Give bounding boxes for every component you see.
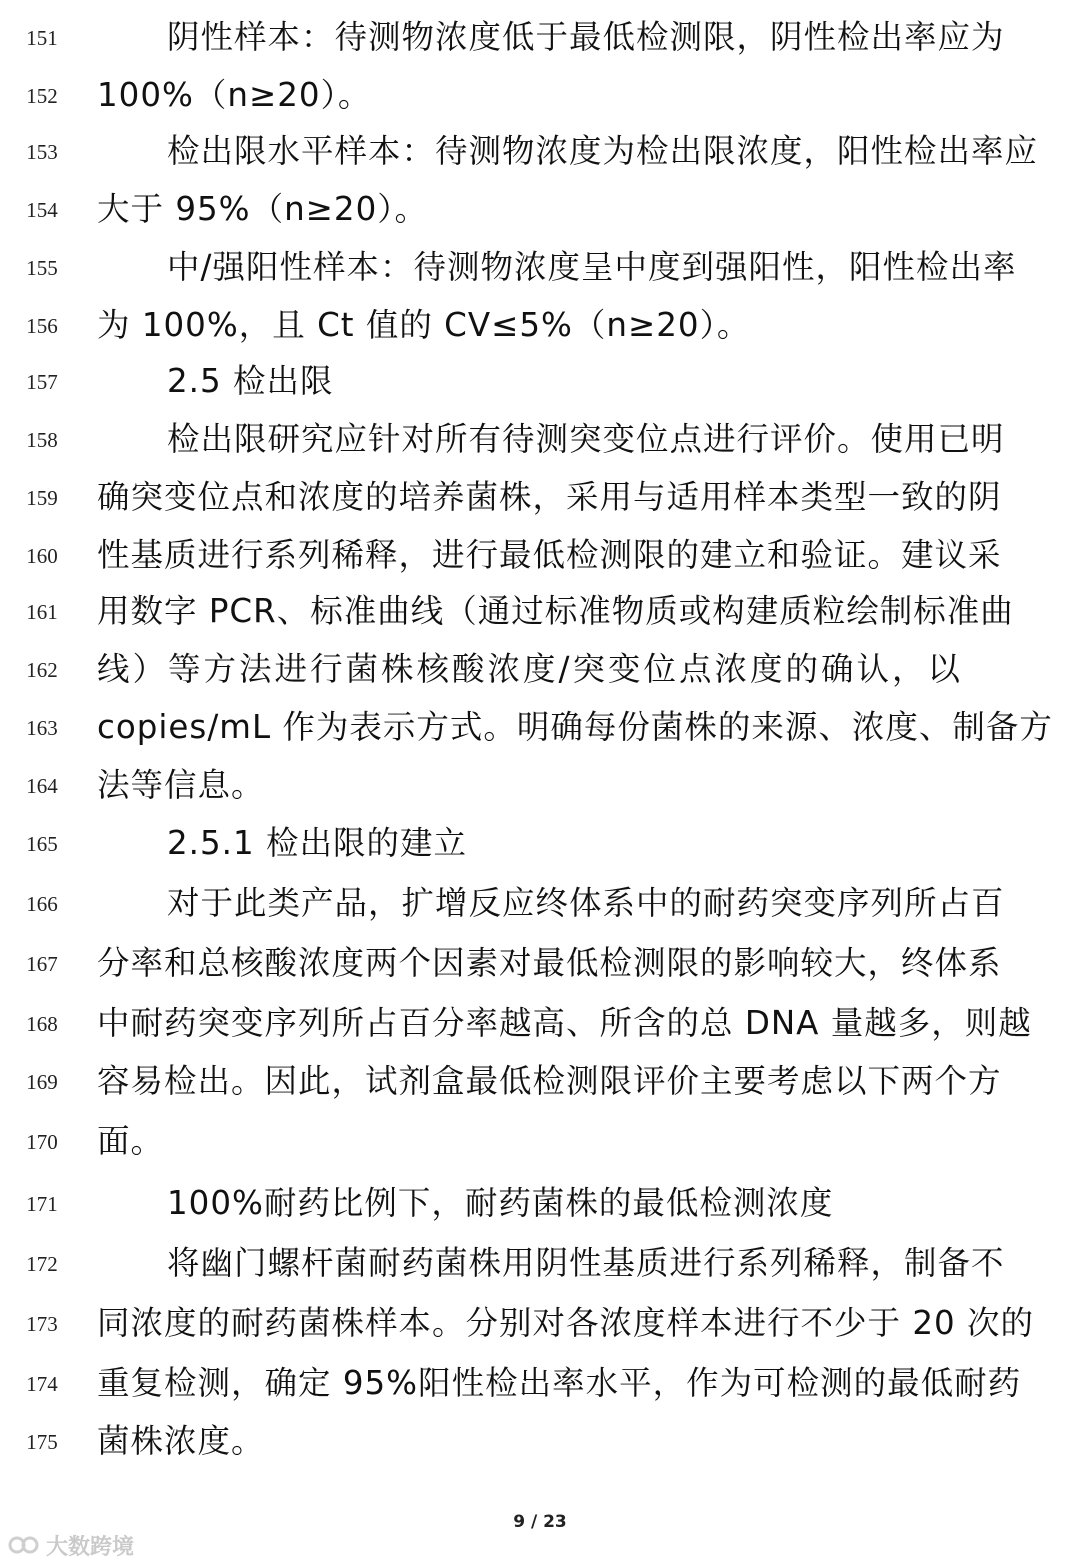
- text-line: [0, 932, 1080, 990]
- text-line: [0, 294, 1080, 352]
- line-number: 175: [26, 1430, 58, 1454]
- line-text: 对于此类产品，扩增反应终体系中的耐药突变序列所占百: [167, 884, 1005, 922]
- watermark: [8, 1530, 134, 1560]
- line-text: 检出限水平样本：待测物浓度为检出限浓度，阳性检出率应: [167, 132, 1039, 170]
- page-number: 9 / 23: [513, 1512, 567, 1532]
- line-text: 将幽门螺杆菌耐药菌株用阴性基质进行系列稀释，制备不: [167, 1244, 1005, 1282]
- watermark-text: 大数跨境: [46, 1534, 135, 1560]
- line-text: 面。: [97, 1122, 165, 1160]
- text-line: [0, 6, 1080, 64]
- line-number: 156: [26, 314, 58, 338]
- line-text: 大于 95%（n≥20）。: [97, 190, 429, 228]
- text-line: [0, 812, 1080, 870]
- line-number: 161: [26, 600, 58, 624]
- line-text: 检出限研究应针对所有待测突变位点进行评价。使用已明: [167, 420, 1005, 458]
- line-number: 165: [26, 832, 58, 856]
- line-number: 154: [26, 198, 58, 222]
- text-line: [0, 120, 1080, 178]
- text-line: [0, 872, 1080, 930]
- line-text: 100%耐药比例下，耐药菌株的最低检测浓度: [167, 1184, 834, 1222]
- line-number: 164: [26, 774, 58, 798]
- line-text: copies/mL 作为表示方式。明确每份菌株的来源、浓度、制备方: [97, 708, 1053, 746]
- text-line: [0, 466, 1080, 524]
- line-text: 重复检测，确定 95%阳性检出率水平，作为可检测的最低耐药: [97, 1364, 1022, 1402]
- line-text: 菌株浓度。: [97, 1422, 265, 1460]
- line-number: 167: [26, 952, 58, 976]
- line-number: 151: [26, 26, 58, 50]
- text-line: [0, 638, 1080, 696]
- line-text: 用数字 PCR、标准曲线（通过标准物质或构建质粒绘制标准曲: [97, 592, 1014, 630]
- text-line: [0, 1110, 1080, 1168]
- text-line: [0, 524, 1080, 582]
- text-line: [0, 754, 1080, 812]
- line-number: 153: [26, 140, 58, 164]
- line-text: 100%（n≥20）。: [97, 76, 372, 114]
- text-line: [0, 696, 1080, 754]
- line-text: 性基质进行系列稀释，进行最低检测限的建立和验证。建议采: [97, 536, 1002, 574]
- line-number: 157: [26, 370, 58, 394]
- line-number: 172: [26, 1252, 58, 1276]
- line-number: 173: [26, 1312, 58, 1336]
- line-text: 线）等方法进行菌株核酸浓度/突变位点浓度的确认，以: [97, 650, 963, 688]
- line-number: 174: [26, 1372, 58, 1396]
- line-number: 170: [26, 1130, 58, 1154]
- text-line: [0, 178, 1080, 236]
- line-number: 155: [26, 256, 58, 280]
- line-number: 166: [26, 892, 58, 916]
- line-number: 162: [26, 658, 58, 682]
- text-line: [0, 1172, 1080, 1230]
- text-line: [0, 236, 1080, 294]
- text-line: [0, 1292, 1080, 1350]
- line-number: 163: [26, 716, 58, 740]
- text-line: [0, 1050, 1080, 1108]
- line-text: 法等信息。: [97, 766, 265, 804]
- line-number: 160: [26, 544, 58, 568]
- text-line: [0, 64, 1080, 122]
- line-text: 为 100%，且 Ct 值的 CV≤5%（n≥20）。: [97, 306, 751, 344]
- line-text: 2.5 检出限: [167, 362, 334, 400]
- line-number: 171: [26, 1192, 58, 1216]
- text-line: [0, 1410, 1080, 1468]
- line-text: 分率和总核酸浓度两个因素对最低检测限的影响较大，终体系: [97, 944, 1002, 982]
- watermark-logo-icon: [8, 1534, 42, 1556]
- line-text: 中/强阳性样本：待测物浓度呈中度到强阳性，阳性检出率: [167, 248, 1017, 286]
- text-line: [0, 408, 1080, 466]
- line-text: 同浓度的耐药菌株样本。分别对各浓度样本进行不少于 20 次的: [97, 1304, 1035, 1342]
- text-line: [0, 350, 1080, 408]
- text-line: [0, 992, 1080, 1050]
- line-text: 中耐药突变序列所占百分率越高、所含的总 DNA 量越多，则越: [97, 1004, 1032, 1042]
- text-line: [0, 1352, 1080, 1410]
- line-text: 确突变位点和浓度的培养菌株，采用与适用样本类型一致的阴: [97, 478, 1002, 516]
- line-text: 容易检出。因此，试剂盒最低检测限评价主要考虑以下两个方: [97, 1062, 1002, 1100]
- line-text: 2.5.1 检出限的建立: [167, 824, 468, 862]
- line-text: 阴性样本：待测物浓度低于最低检测限，阴性检出率应为: [167, 18, 1005, 56]
- line-number: 169: [26, 1070, 58, 1094]
- line-number: 152: [26, 84, 58, 108]
- line-number: 159: [26, 486, 58, 510]
- text-line: [0, 1232, 1080, 1290]
- text-line: [0, 580, 1080, 638]
- line-number: 168: [26, 1012, 58, 1036]
- line-number: 158: [26, 428, 58, 452]
